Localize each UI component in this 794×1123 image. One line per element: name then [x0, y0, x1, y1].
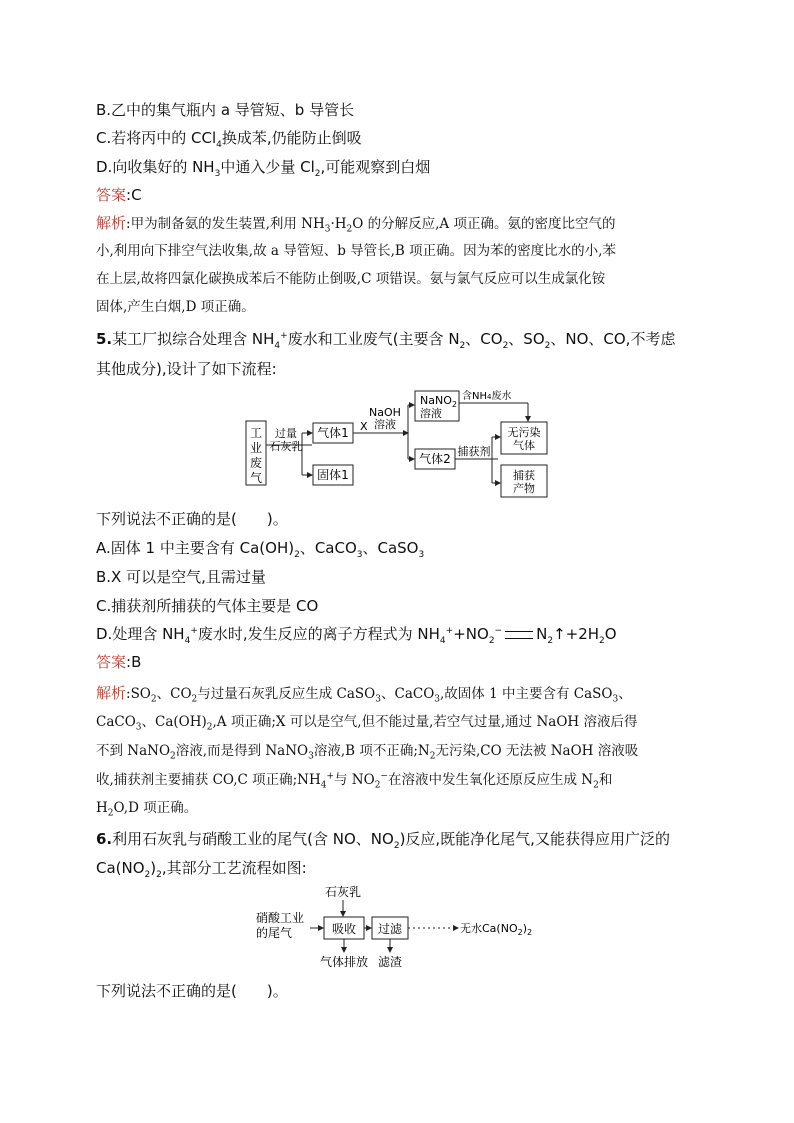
q4-explanation-line4: 固体,产生白烟,D 项正确。 [96, 299, 255, 315]
q6-stem-line1: 6.利用石灰乳与硝酸工业的尾气(含 NO、$NO_2$)反应,既能净化尾气,又能获得应用广泛的 [96, 830, 670, 851]
waste-gas-char-4: 气 [249, 471, 263, 485]
q4-option-d: D.向收集好的 $NH_3$中通入少量 $Cl_2$,可能观察到白烟 [96, 158, 431, 179]
q5-stem-line1: 5.某工厂拟综合处理含 $NH_4^+$废水和工业废气(主要含 $N_2$、$CO_2$、$SO_2$、NO、CO,不考虑 [96, 330, 676, 351]
waste-gas-char-3: 废 [249, 456, 263, 470]
capture-product-label-2: 产物 [513, 482, 535, 495]
capture-product-label-1: 捕获 [513, 469, 535, 482]
waste-gas-char-2: 业 [249, 441, 263, 455]
q5-option-a: A.固体 1 中主要含有 $Ca(OH)_2$、CaCO$_3$、CaSO$_3$ [96, 539, 425, 560]
x-label: X [360, 420, 368, 433]
clean-gas-label-1: 无污染 [507, 426, 541, 439]
naoh-label-1: NaOH [369, 406, 401, 419]
q5-explanation-line3: 不到 NaNO$_2$溶液,而是得到 NaNO$_3$溶液,B 项不正确$;N_2$无污染,CO 无法被 NaOH 溶液吸 [96, 743, 639, 762]
q4-option-b: B.乙中的集气瓶内 a 导管短、b 导管长 [96, 101, 355, 119]
product-label: 无水$Ca(NO_2)_2$ [460, 922, 533, 937]
q4-explanation-line1: 解析:甲为制备氨的发生装置,利用 $NH_3\cdot H_2O$ 的分解反应,A 项正确。氨的密度比空气的 [96, 214, 616, 235]
clean-gas-label-2: 气体 [513, 439, 535, 452]
lime-label-2: 石灰乳 [269, 440, 303, 453]
q5-flow-diagram [240, 385, 560, 500]
capture-label: 捕获剂 [457, 445, 491, 458]
nano2-label-2: 溶液 [420, 407, 442, 420]
q5-explanation-line1: 解析$:SO_2$、$CO_2$与过量石灰乳反应生成 CaSO$_3$、CaCO$_3$,故固体 1 中主要含有 CaSO$_3$、 [96, 684, 632, 705]
q4-option-c: C.若将丙中的 CCl$_4$换成苯,仍能防止倒吸 [96, 129, 362, 150]
nano2-label-1: NaNO$_2$ [420, 394, 457, 409]
q4-answer: 答案:C [96, 186, 142, 204]
q5-option-d: D.处理含 $NH_4^+$废水时,发生反应的离子方程式为 $NH_4^++NO_2^-$ $N_2↑+2H_2O$ [96, 625, 617, 646]
solid1-label: 固体1 [317, 468, 349, 482]
residue-label: 滤渣 [377, 955, 403, 969]
q5-explanation-line5: $H_2O,D$ 项正确。 [96, 800, 198, 819]
lime-label-1: 过量 [275, 427, 297, 440]
tail-gas-label-1: 硝酸工业 [256, 911, 305, 925]
q6-stem-line2: $Ca(NO_2)_2$,其部分工艺流程如图: [96, 859, 307, 880]
q5-answer: 答案:B [96, 653, 142, 671]
waste-gas-char-1: 工 [249, 426, 263, 440]
equation-equals-sign [505, 631, 533, 639]
q5-stem-line2: 其他成分),设计了如下流程: [96, 360, 277, 378]
absorb-label: 吸收 [331, 922, 357, 936]
lime-label: 石灰乳 [324, 885, 362, 899]
q4-explanation-line3: 在上层,故将四氯化碳换成苯后不能防止倒吸,C 项错误。氨与氯气反应可以生成氯化铵 [96, 271, 606, 287]
filter-label: 过滤 [377, 922, 403, 936]
nh4-waste-label: 含NH4废水 [462, 391, 512, 402]
q6-flow-diagram [250, 882, 550, 972]
tail-gas-label-2: 的尾气 [256, 926, 293, 940]
q6-question: 下列说法不正确的是( )。 [96, 982, 288, 1000]
q5-option-b: B.X 可以是空气,且需过量 [96, 568, 266, 586]
q5-option-c: C.捕获剂所捕获的气体主要是 CO [96, 597, 319, 615]
gas-out-label: 气体排放 [319, 955, 369, 969]
q4-explanation-line2: 小,利用向下排空气法收集,故 a 导管短、b 导管长,B 项正确。因为苯的密度比水的小,苯 [96, 243, 616, 259]
q5-question: 下列说法不正确的是( )。 [96, 510, 288, 528]
q5-explanation-line2: CaCO$_3$、$Ca(OH)_2,A$ 项正确;X 可以是空气,但不能过量,若空气过量,通过 NaOH 溶液后得 [96, 714, 638, 733]
naoh-label-2: 溶液 [374, 418, 396, 431]
gas1-label: 气体1 [317, 426, 349, 440]
gas2-label: 气体2 [419, 452, 451, 466]
q5-explanation-line4: 收,捕获剂主要捕获 CO,C 项正确$;NH_4^+$与 $NO_2^-$在溶液中发生氧化还原反应生成 $N_2$和 [96, 771, 613, 791]
